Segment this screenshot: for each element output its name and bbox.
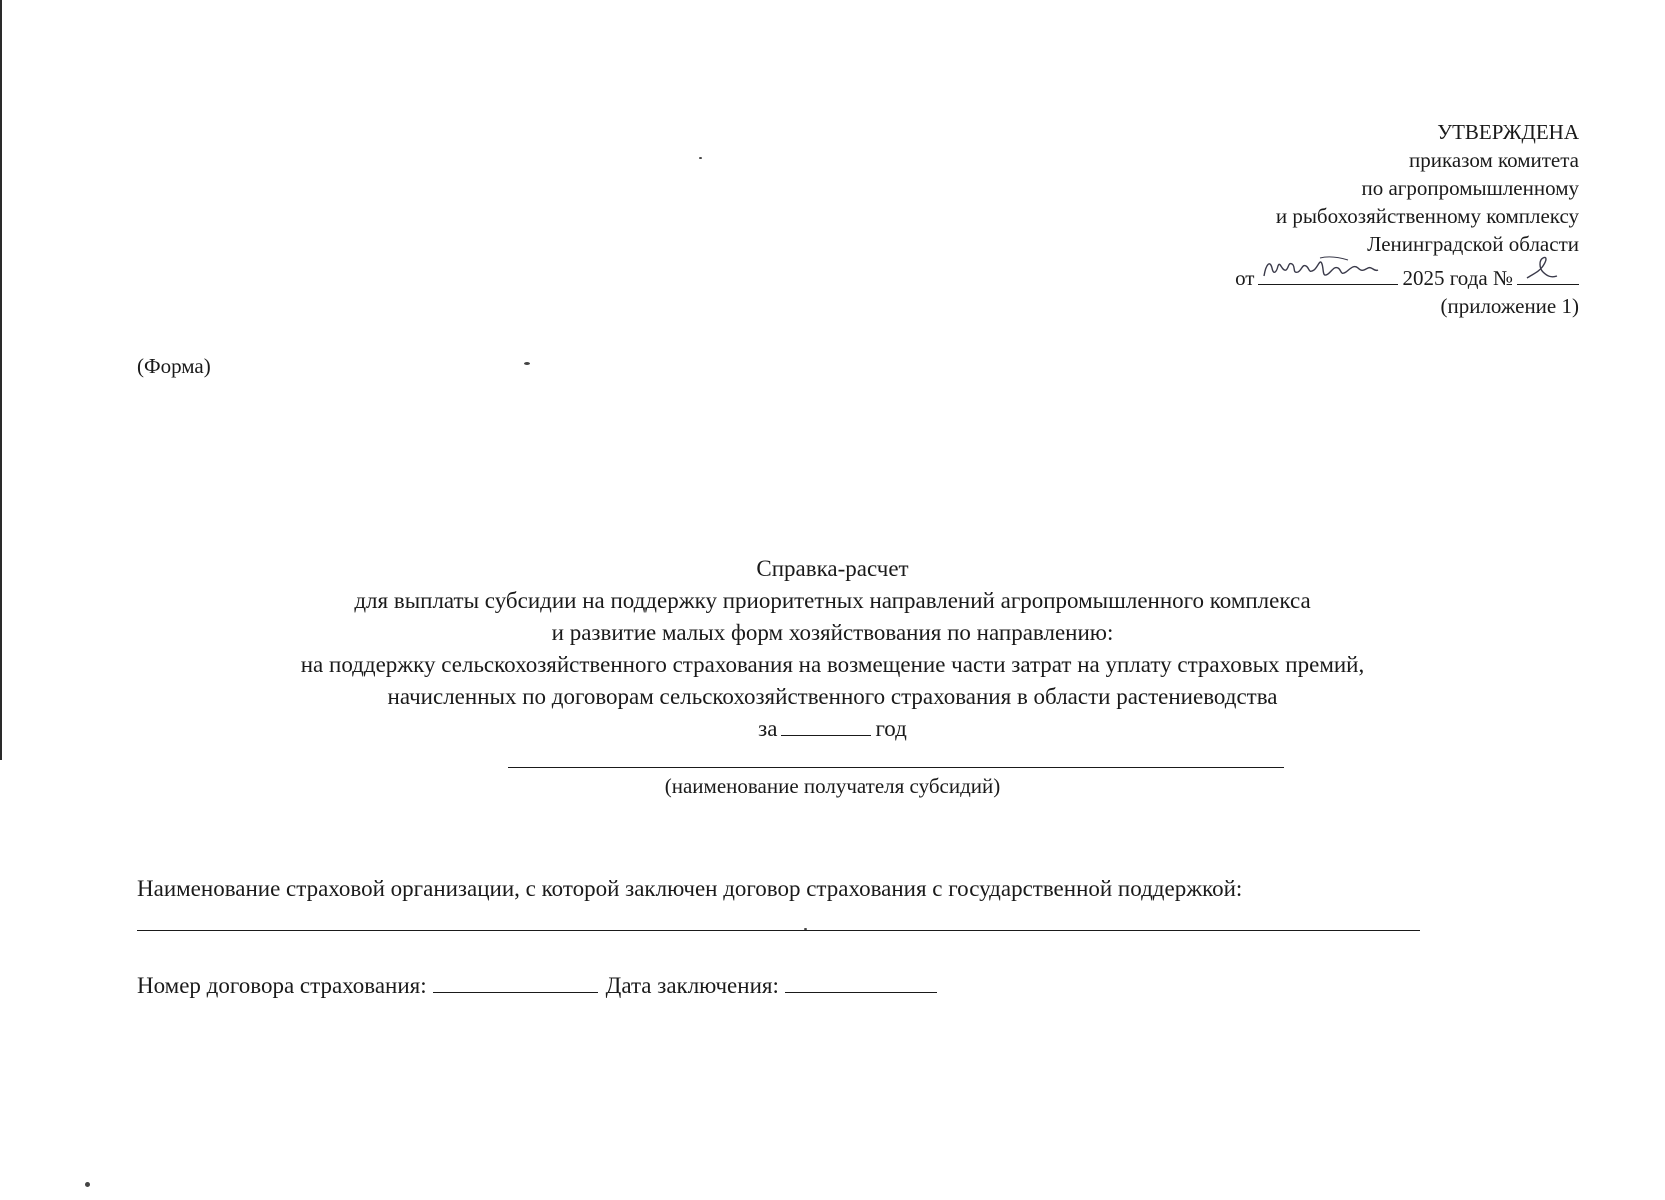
appendix-label: (приложение 1) <box>1440 294 1579 318</box>
title-line: на поддержку сельскохозяйственного страхования на возмещение части затрат на уплату страховых премий, <box>300 652 1365 677</box>
approval-line: приказом комитета <box>1408 148 1579 172</box>
year-prefix: за <box>758 716 778 741</box>
approval-title: УТВЕРЖДЕНА <box>1437 120 1579 144</box>
date-prefix: от <box>1235 266 1255 290</box>
title-line: начисленных по договорам сельскохозяйственного страхования в области растениеводства <box>387 684 1278 709</box>
approval-line: по агропромышленному <box>1361 176 1579 200</box>
document-title <box>0 553 1665 745</box>
year-suffix: год <box>875 716 907 741</box>
approval-block <box>1235 118 1579 320</box>
scan-speck <box>699 157 702 159</box>
contract-number-label: Номер договора страхования: <box>137 973 427 998</box>
approval-line: и рыбохозяйственному комплексу <box>1275 204 1579 228</box>
insurer-name-field[interactable] <box>137 930 1420 931</box>
contract-number-field[interactable] <box>433 968 598 993</box>
title-main: Справка-расчет <box>756 556 909 581</box>
year-line <box>0 713 1665 745</box>
contract-date-label: Дата заключения: <box>605 973 779 998</box>
contract-row <box>137 968 937 1002</box>
title-line: и развитие малых форм хозяйствования по направлению: <box>551 620 1114 645</box>
handwritten-number-signature <box>1517 254 1579 284</box>
scan-speck <box>524 362 530 365</box>
handwritten-date-field <box>1258 258 1398 285</box>
handwritten-number-field <box>1517 258 1579 285</box>
recipient-name-field[interactable] <box>508 767 1284 768</box>
title-line: для выплаты субсидии на поддержку приоритетных направлений агропромышленного комплекса <box>354 588 1311 613</box>
insurer-label: Наименование страховой организации, с которой заключен договор страхования с государственной поддержкой: <box>137 876 1243 901</box>
form-label: (Форма) <box>137 354 211 378</box>
approval-line: Ленинградской области <box>1367 232 1579 256</box>
handwritten-date-signature <box>1258 254 1398 284</box>
recipient-caption: (наименование получателя субсидий) <box>664 774 1001 798</box>
approval-date-line <box>1235 258 1579 292</box>
contract-date-field[interactable] <box>785 968 937 993</box>
scan-speck <box>85 1182 90 1187</box>
year-text: 2025 года № <box>1402 266 1513 290</box>
year-field[interactable] <box>781 715 871 736</box>
